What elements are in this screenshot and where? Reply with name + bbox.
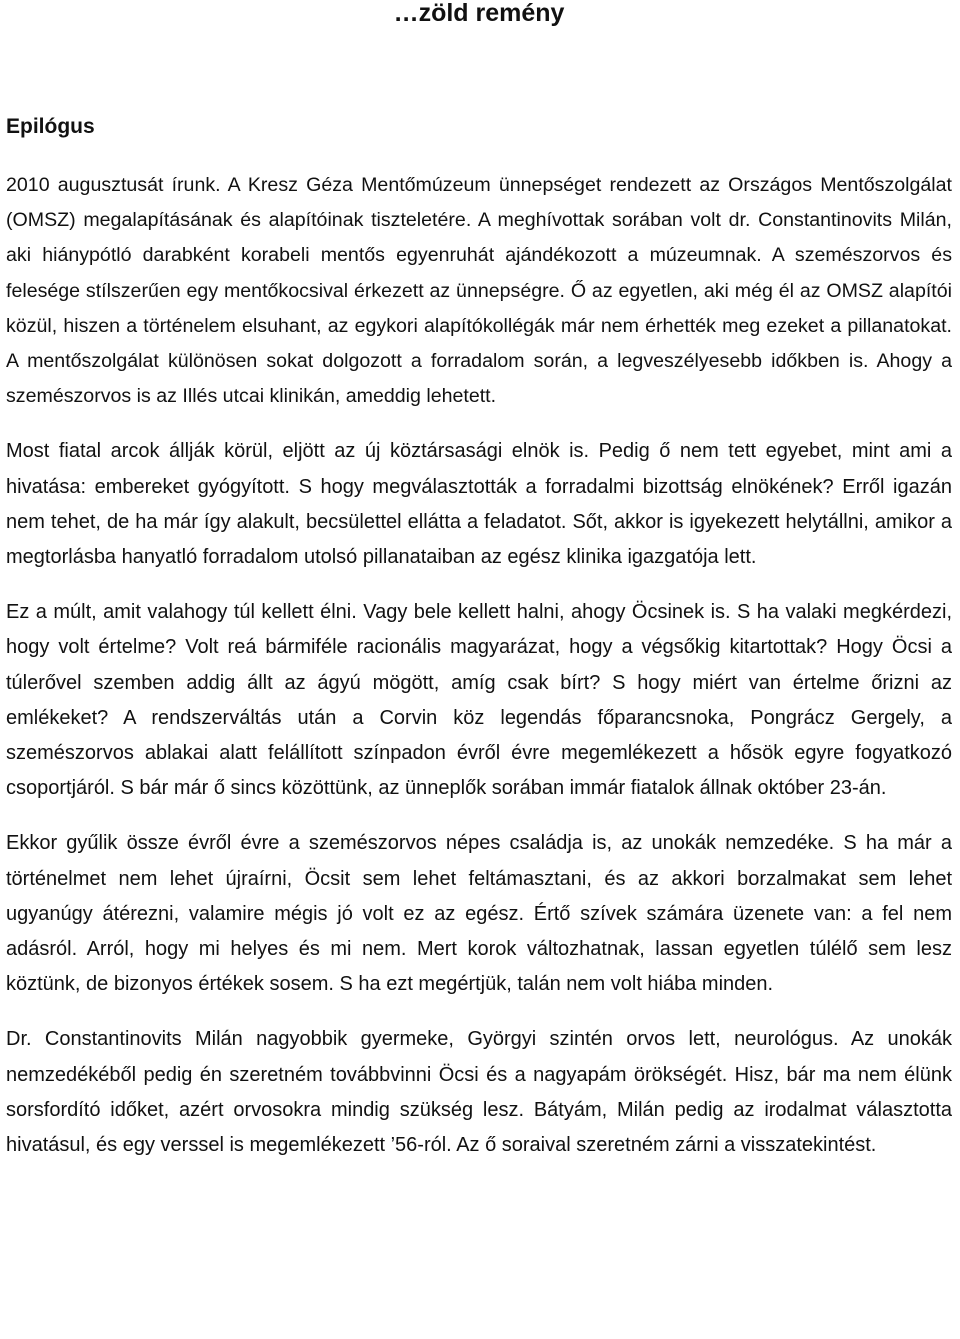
paragraph: Ez a múlt, amit valahogy túl kellett élni. Vagy bele kellett halni, ahogy Öcsinek is. S ha valaki megkérdezi, hogy volt értelme? Volt reá bármiféle racionális magyarázat, hogy a végsőkig kitartottak? Hogy Öcsi a túlerővel szemben addig állt az ágyú mögött, amíg csak bírt? S hogy miért van értelme őrizni az emlékeket? A rendszerváltás után a Corvin köz legendás főparancsnoka, Pongrácz Gergely, a szemészorvos ablakai alatt felállított színpadon évről évre megemlékezett a hősök egyre fogyatkozó csoportjáról. S bár már ő sincs közöttünk, az ünneplők sorában immár fiatalok állnak október 23-án. [6,601,952,800]
paragraph: Most fiatal arcok állják körül, eljött az új köztársasági elnök is. Pedig ő nem tett egyebet, mint ami a hivatása: embereket gyógyított. S hogy megválasztották a forradalmi bizottság elnökének? Erről igazán nem tehet, de ha már így alakult, becsülettel ellátta a feladatot. Sőt, akkor is igyekezett helytállni, amikor a megtorlásba hanyatló forradalom utolsó pillanataiban az egész klinika igazgatója lett. [6,440,952,569]
paragraph: 2010 augusztusát írunk. A Kresz Géza Mentőmúzeum ünnepséget rendezett az Országos Mentőszolgálat (OMSZ) megalapításának és alapítóinak tiszteletére. A meghívottak sorában volt dr. Constantinovits Milán, aki hiánypótló darabként korabeli mentős egyenruhát ajándékozott a múzeumnak. A szemészorvos és felesége stílszerűen egy mentőkocsival érkezett az ünnepségre. Ő az egyetlen, aki még él az OMSZ alapítói közül, hiszen a történelem elsuhant, az egykori alapítókollégák már nem érhették meg ezeket a pillanatokat. A mentőszolgálat különösen sokat dolgozott a forradalom során, a legveszélyesebb időkben is. Ahogy a szemészorvos is az Illés utcai klinikán, ameddig lehetett. [6,174,952,408]
document-body [6,168,952,1183]
paragraph: Dr. Constantinovits Milán nagyobbik gyermeke, Györgyi szintén orvos lett, neurológus. Az unokák nemzedékéből pedig én szeretném továbbvinni Öcsi és a nagyapám örökségét. Hisz, bár ma nem élünk sorsfordító időket, azért orvosokra mindig szükség lesz. Bátyám, Milán pedig az irodalmat választotta hivatásul, és egy verssel is megemlékezett ’56-ról. Az ő soraival szeretném zárni a visszatekintést. [6,1028,952,1157]
paragraph: Ekkor gyűlik össze évről évre a szemészorvos népes családja is, az unokák nemzedéke. S ha már a történelmet nem lehet újraírni, Öcsit sem lehet feltámasztani, és az akkori borzalmakat sem lehet ugyanúgy átérezni, valamire mégis jó volt ez az egész. Értő szívek számára üzenete van: a fel nem adásról. Arról, hogy mi helyes és mi nem. Mert korok változhatnak, lassan egyetlen túlélő sem lesz köztünk, de bizonyos értékek sosem. S ha ezt megértjük, talán nem volt hiába minden. [6,832,952,996]
document-title: …zöld remény [393,0,565,27]
section-heading: Epilógus [6,115,95,138]
